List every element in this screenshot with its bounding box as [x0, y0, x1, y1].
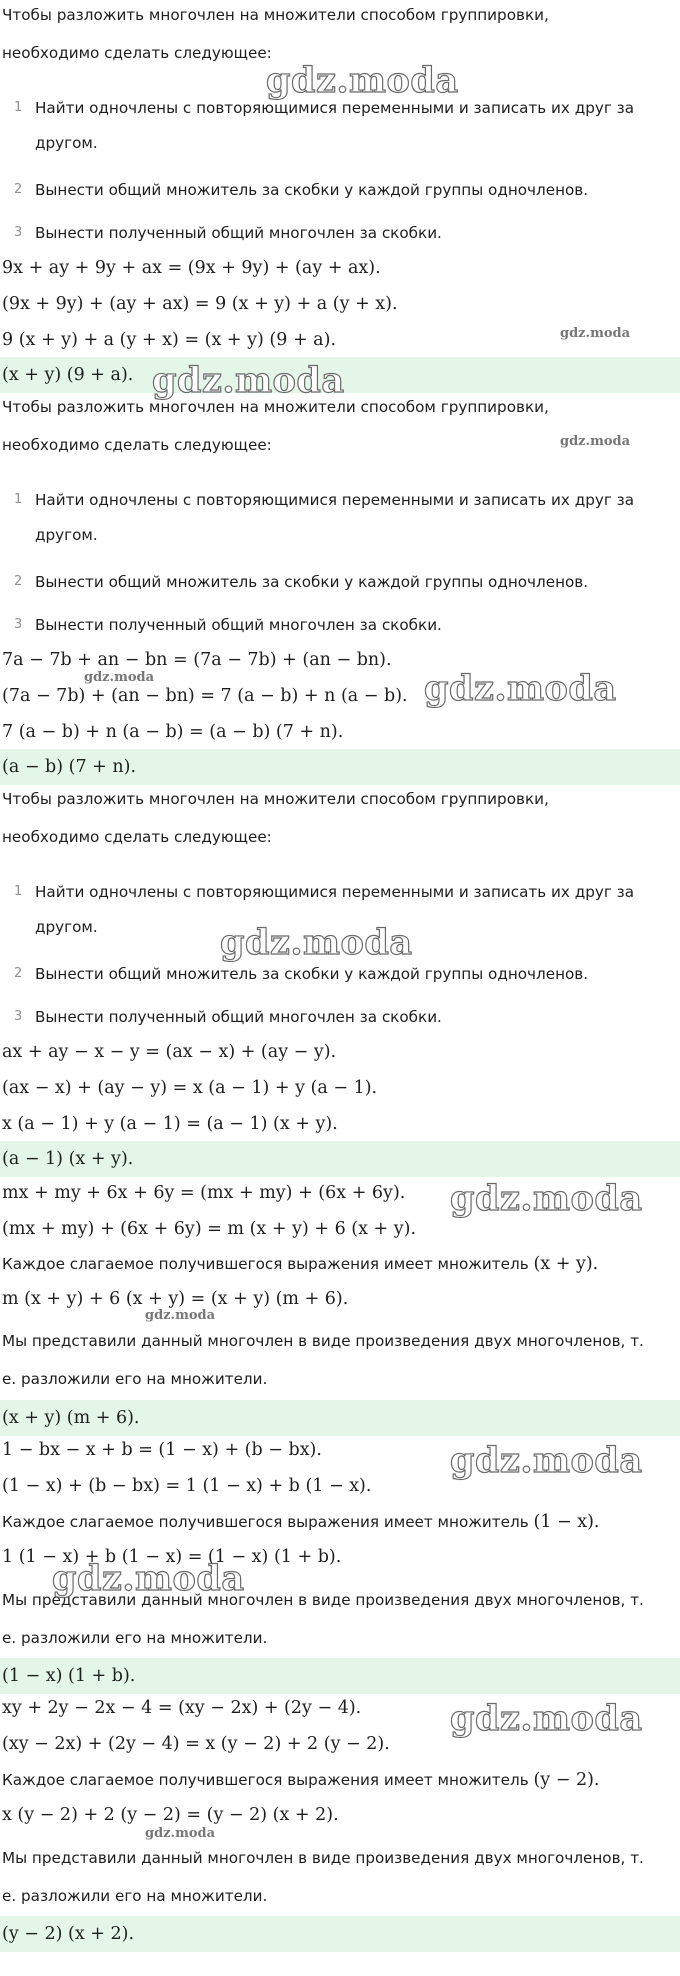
watermark: gdz.moda — [52, 1558, 245, 1599]
common-factor: (x + y). — [533, 1254, 599, 1274]
equation: (7a − 7b) + (an − bn) = 7 (a − b) + n (a − b). — [2, 686, 408, 706]
watermark: gdz.moda — [266, 60, 459, 101]
intro-line-1: Чтобы разложить многочлен на множители способом группировки, — [2, 398, 549, 416]
answer: (x + y) (m + 6). — [2, 1408, 140, 1428]
answer-highlight — [0, 749, 680, 785]
equation: (1 − x) + (b − bx) = 1 (1 − x) + b (1 − x). — [2, 1476, 372, 1496]
watermark: gdz.moda — [450, 1440, 643, 1481]
watermark: gdz.moda — [560, 434, 631, 449]
answer: (a − 1) (x + y). — [2, 1149, 134, 1169]
step-number: 2 — [14, 966, 23, 981]
answer: (x + y) (9 + a). — [2, 365, 134, 385]
common-factor-text: Каждое слагаемое получившегося выражения имеет множитель — [2, 1513, 529, 1531]
answer-highlight — [0, 1658, 680, 1694]
conclusion-line-2: е. разложили его на множители. — [2, 1887, 268, 1905]
step-1-line-2: другом. — [35, 526, 98, 544]
step-1-line-1: Найти одночлены с повторяющимися переменными и записать их друг за — [35, 883, 635, 901]
step-2-text: Вынести общий множитель за скобки у каждой группы одночленов. — [35, 573, 589, 591]
intro-line-2: необходимо сделать следующее: — [2, 436, 272, 454]
step-number: 3 — [14, 1009, 23, 1024]
equation: ax + ay − x − y = (ax − x) + (ay − y). — [2, 1042, 337, 1062]
equation: 9x + ay + 9y + ax = (9x + 9y) + (ay + ax). — [2, 258, 381, 278]
step-1-line-1: Найти одночлены с повторяющимися переменными и записать их друг за — [35, 99, 635, 117]
answer: (a − b) (7 + n). — [2, 757, 137, 777]
answer-highlight — [0, 1916, 680, 1952]
watermark: gdz.moda — [84, 670, 155, 685]
conclusion-line-2: е. разложили его на множители. — [2, 1370, 268, 1388]
watermark: gdz.moda — [560, 326, 631, 341]
step-number: 1 — [14, 884, 23, 899]
common-factor-text: Каждое слагаемое получившегося выражения имеет множитель — [2, 1255, 529, 1273]
step-number: 1 — [14, 100, 23, 115]
step-number: 2 — [14, 182, 23, 197]
equation: (9x + 9y) + (ay + ax) = 9 (x + y) + a (y + x). — [2, 294, 398, 314]
equation: 7a − 7b + an − bn = (7a − 7b) + (an − bn). — [2, 650, 392, 670]
step-3-text: Вынести полученный общий многочлен за скобки. — [35, 616, 442, 634]
conclusion-line-1: Мы представили данный многочлен в виде произведения двух многочленов, т. — [2, 1591, 644, 1609]
equation: x (y − 2) + 2 (y − 2) = (y − 2) (x + 2). — [2, 1805, 339, 1825]
common-factor-line — [2, 1769, 600, 1791]
common-factor: (1 − x). — [533, 1512, 600, 1532]
common-factor-text: Каждое слагаемое получившегося выражения имеет множитель — [2, 1771, 529, 1789]
equation: (mx + my) + (6x + 6y) = m (x + y) + 6 (x + y). — [2, 1219, 417, 1239]
intro-line-2: необходимо сделать следующее: — [2, 44, 272, 62]
step-1-line-2: другом. — [35, 134, 98, 152]
step-1-line-2: другом. — [35, 918, 98, 936]
equation: (xy − 2x) + (2y − 4) = x (y − 2) + 2 (y − 2). — [2, 1734, 390, 1754]
watermark: gdz.moda — [145, 1308, 216, 1323]
equation: 1 (1 − x) + b (1 − x) = (1 − x) (1 + b). — [2, 1547, 342, 1567]
watermark: gdz.moda — [424, 668, 617, 709]
step-number: 2 — [14, 574, 23, 589]
equation: (ax − x) + (ay − y) = x (a − 1) + y (a − 1). — [2, 1078, 378, 1098]
answer: (y − 2) (x + 2). — [2, 1924, 135, 1944]
equation: xy + 2y − 2x − 4 = (xy − 2x) + (2y − 4). — [2, 1698, 362, 1718]
intro-line-1: Чтобы разложить многочлен на множители способом группировки, — [2, 790, 549, 808]
equation: m (x + y) + 6 (x + y) = (x + y) (m + 6). — [2, 1289, 349, 1309]
equation: 9 (x + y) + a (y + x) = (x + y) (9 + a). — [2, 330, 337, 350]
watermark: gdz.moda — [220, 922, 413, 963]
intro-line-1: Чтобы разложить многочлен на множители способом группировки, — [2, 6, 549, 24]
answer-highlight — [0, 1400, 680, 1436]
equation: 7 (a − b) + n (a − b) = (a − b) (7 + n). — [2, 722, 344, 742]
answer: (1 − x) (1 + b). — [2, 1666, 136, 1686]
conclusion-line-1: Мы представили данный многочлен в виде произведения двух многочленов, т. — [2, 1332, 644, 1350]
conclusion-line-1: Мы представили данный многочлен в виде произведения двух многочленов, т. — [2, 1849, 644, 1867]
intro-line-2: необходимо сделать следующее: — [2, 828, 272, 846]
watermark: gdz.moda — [450, 1178, 643, 1219]
equation: x (a − 1) + y (a − 1) = (a − 1) (x + y). — [2, 1114, 338, 1134]
step-number: 3 — [14, 617, 23, 632]
step-3-text: Вынести полученный общий многочлен за скобки. — [35, 224, 442, 242]
watermark: gdz.moda — [152, 360, 345, 401]
watermark: gdz.moda — [450, 1698, 643, 1739]
conclusion-line-2: е. разложили его на множители. — [2, 1629, 268, 1647]
step-number: 3 — [14, 225, 23, 240]
equation: mx + my + 6x + 6y = (mx + my) + (6x + 6y). — [2, 1183, 406, 1203]
step-number: 1 — [14, 492, 23, 507]
step-2-text: Вынести общий множитель за скобки у каждой группы одночленов. — [35, 965, 589, 983]
common-factor-line — [2, 1253, 598, 1275]
step-3-text: Вынести полученный общий многочлен за скобки. — [35, 1008, 442, 1026]
answer-highlight — [0, 1141, 680, 1177]
common-factor: (y − 2). — [533, 1770, 600, 1790]
watermark: gdz.moda — [145, 1826, 216, 1841]
common-factor-line — [2, 1511, 599, 1533]
step-1-line-1: Найти одночлены с повторяющимися переменными и записать их друг за — [35, 491, 635, 509]
step-2-text: Вынести общий множитель за скобки у каждой группы одночленов. — [35, 181, 589, 199]
equation: 1 − bx − x + b = (1 − x) + (b − bx). — [2, 1440, 322, 1460]
